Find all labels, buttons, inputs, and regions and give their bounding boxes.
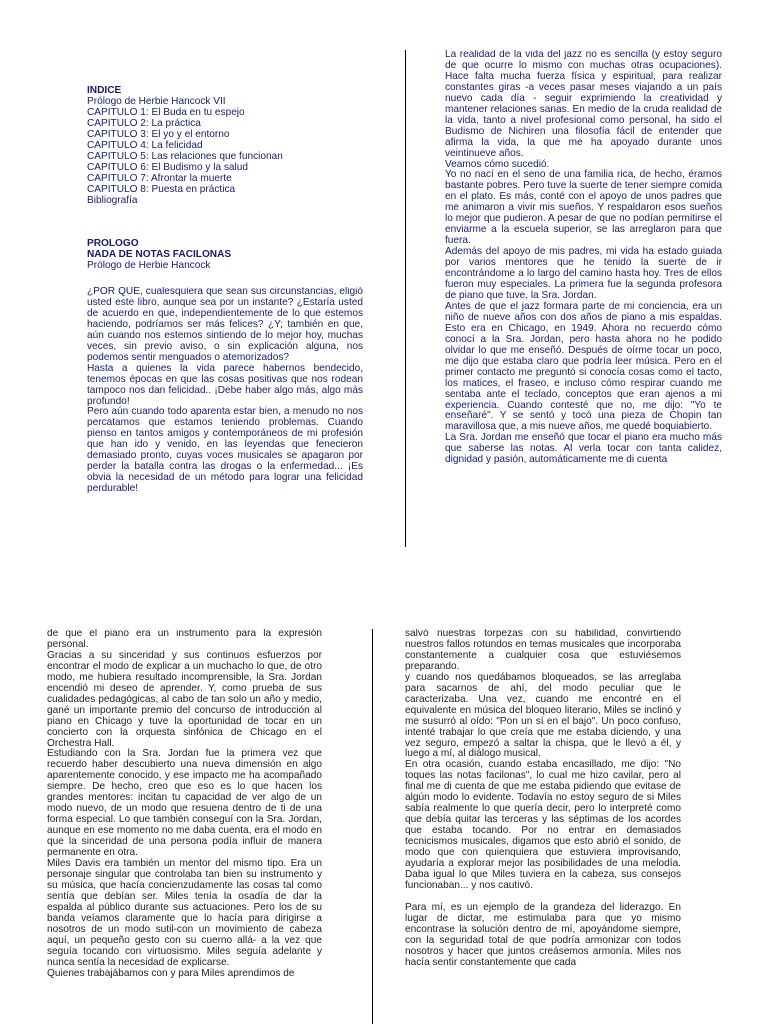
- toc-item: CAPITULO 4: La felicidad: [87, 139, 203, 151]
- paragraph: Además del apoyo de mis padres, mi vida ha estado guiada por varios mentores que he tenido la suerte de ir encontrándome a lo largo del camino hasta hoy. Tres de ellos fueron muy especiales. La primera fue la segunda profesora de piano que tuve, la Sra. Jordan.: [445, 246, 722, 301]
- page2-left-column: [47, 629, 322, 980]
- paragraph: Veamos cómo sucedió.: [445, 158, 550, 170]
- paragraph: La Sra. Jordan me enseñó que tocar el piano era mucho más que saberse las notas. Al verla tocar con tanta calidez, dignidad y pasión, automáticamente me di cuenta: [445, 432, 722, 466]
- column-divider: [372, 629, 373, 1024]
- prologue-heading: PROLOGO: [87, 238, 139, 250]
- page2-right-column: [405, 629, 681, 969]
- paragraph: Miles Davis era también un mentor del mismo tipo. Era un personaje singular que controlaba tan bien su instrumento y su música, que hacía concienzudamente las cosas tal como sentía que debían ser. Miles tenía la osadía de dar la espalda al público durante sus actuaciones. Pero los de su banda veíamos claramente que lo hacía para dirigirse a nosotros de un modo sutil-con un movimiento de cabeza aquí, un pequeño gesto con su cuerno allá- a la vez que seguía tocando con virtuosismo. Miles seguía adelante y nunca sentía la necesidad de explicarse.: [47, 858, 322, 968]
- toc-item: Bibliografía: [87, 194, 138, 206]
- paragraph: de que el piano era un instrumento para la expresión personal.: [47, 629, 322, 650]
- paragraph: Pero aún cuando todo aparenta estar bien, a menudo no nos percatamos que estamos teniendo problemas. Cuando pienso en tantos amigos y contemporáneos de mi profesión que han ido y venido, en las leyendas que fenecieron demasiado pronto, cuyas voces musicales se apagaron por perder la batalla contra las drogas o la enfermedad... ¡Es obvia la necesidad de un método para lograr una felicidad perdurable!: [87, 406, 363, 495]
- paragraph: Estudiando con la Sra. Jordan fue la primera vez que recuerdo haber descubierto una nueva dimensión en algo aparentemente conocido, y ese impacto me ha acompañado siempre. De hecho, creo que eso es lo que hacen los grandes mentores: incitan tu capacidad de ver algo de un modo nuevo, de un modo que resuena dentro de ti de una forma especial. Lo que también conseguí con la Sra. Jordan, aunque en ese momento no me daba cuenta, era el modo en que la sinceridad de una persona podía influir de manera permanente en otra.: [47, 748, 322, 859]
- paragraph: Yo no nací en el seno de una familia rica, de hecho, éramos bastante pobres. Pero tuve la suerte de tener siempre comida en el plato. Es más, conté con el apoyo de unos padres que me animaron a vivir mis sueños. Y respaldaron esos sueños lo mejor que pudieron. A pesar de que no podían permitirse el enviarme a la escuela superior, se las arreglaron para que fuera.: [445, 169, 722, 247]
- toc-item: CAPITULO 7: Afrontar la muerte: [87, 172, 232, 184]
- toc-item: CAPITULO 6: El Budismo y la salud: [87, 161, 249, 173]
- prologue-title: NADA DE NOTAS FACILONAS: [87, 249, 232, 261]
- page1-left-column: [87, 287, 363, 495]
- column-divider: [405, 50, 406, 547]
- table-of-contents: [87, 86, 387, 272]
- index-heading: INDICE: [87, 86, 122, 96]
- paragraph: La realidad de la vida del jazz no es sencilla (y estoy seguro de que ocurre lo mismo con muchas otras ocupaciones). Hace falta mucha fuerza física y espiritual, para realizar constantes giras -a veces pasar meses viajando a un país nuevo cada día - seguir exprimiendo la creatividad y mantener relaciones sanas. En medio de la cruda realidad de la vida, tanto a nivel profesional como personal, ha sido el Budismo de Nichiren una filosofía fácil de entender que afirma la vida, la que me ha apoyado durante unos veintinueve años.: [445, 50, 722, 159]
- paragraph: salvó nuestras torpezas con su habilidad, convirtiendo nuestros fallos rotundos en temas musicales que incorporaba constantemente a cualquier cosa que estuviésemos preparando.: [405, 629, 681, 672]
- toc-item: CAPITULO 3: El yo y el entorno: [87, 128, 230, 140]
- toc-item: CAPITULO 8: Puesta en práctica: [87, 183, 236, 195]
- toc-item: Prólogo de Herbie Hancock VII: [87, 95, 226, 107]
- paragraph: Quienes trabajábamos con y para Miles aprendimos de: [47, 967, 295, 979]
- paragraph: Hasta a quienes la vida parece habernos bendecido, tenemos épocas en que las cosas positivas que nos rodean tampoco nos dan felicidad.. ¡Debe haber algo más, algo más profundo!: [87, 362, 363, 407]
- page1-right-column: [445, 50, 722, 466]
- paragraph: En otra ocasión, cuando estaba encasillado, me dijo: "No toques las notas facilonas", lo cual me hizo cavilar, pero al final me di cuenta de que me estaba pidiendo que evitase de algún modo lo evidente. Todavía no estoy seguro de si Miles sabía realmente lo que quería decir, pero lo interpreté como que debía quitar las terceras y las séptimas de los acordes que estaba tocando. Por no entrar en demasiados tecnicismos musicales, digamos que esto abrió el sonido, de modo que con quienquiera que estuviera improvisando, ayudaría a explorar mejor las posibilidades de una melodía. Daba igual lo que Miles tuviera en la cabeza, sus consejos funcionaban... y nos cautivó.: [405, 759, 681, 891]
- toc-item: CAPITULO 2: La práctica: [87, 117, 201, 129]
- paragraph: Gracias a su sinceridad y sus continuos esfuerzos por encontrar el modo de explicar a un muchacho lo que, de otro modo, me hubiera resultado incomprensible, la Sra. Jordan encendió mi deseo de aprender. Y, como prueba de sus cualidades pedagógicas, al cabo de tan solo un año y medio, gané un importante premio del concurso de introducción al piano en Chicago y tuve la oportunidad de tocar en un concierto con la orquesta sinfónica de Chicago en el Orchestra Hall.: [47, 649, 322, 749]
- paragraph: ¿POR QUÉ, cualesquiera que sean sus circunstancias, eligió usted este libro, aunque sea por un instante? ¿Estaría usted de acuerdo en que, independientemente de lo que estemos haciendo, podríamos ser más felices? ¿Y; también en que, aún cuando nos estemos sintiendo de lo mejor hoy, muchas veces, sin previo aviso, o sin explicación alguna, nos podemos sentir menguados o atemorizados?: [87, 287, 363, 363]
- toc-item: CAPITULO 5: Las relaciones que funcionan: [87, 150, 283, 162]
- toc-item: CAPITULO 1: El Buda en tu espejo: [87, 106, 245, 118]
- prologue-byline: Prólogo de Herbie Hancock: [87, 260, 211, 272]
- paragraph: Antes de que el jazz formara parte de mi conciencia, era un niño de nueve años con dos años de piano a mis espaldas. Esto era en Chicago, en 1949. Ahora no recuerdo cómo conocí a la Sra. Jordan, pero hasta ahora no he podido olvidar lo que me enseñó. Después de oírme tocar un poco, me dijo que estaba claro que podría leer música. Pero en el primer contacto me preguntó si conocía cosas como el tacto, los matices, el fraseo, e incluso cómo respirar cuando me sentaba ante el teclado, conceptos que eran ajenos a mi experiencia. Cuando contesté que no, me dijo: "Yo te enseñaré". Y se sentó y tocó una pieza de Chopin tan maravillosa que, a mis nueve años, me quedé boquiabierto.: [445, 300, 722, 433]
- paragraph: Para mí, es un ejemplo de la grandeza del liderazgo. En lugar de dictar, me estimulaba para que yo mismo encontrase la solución dentro de mí, apoyándome siempre, con la seguridad total de que podría armonizar con todos nosotros y hacer que juntos creásemos armonía. Miles nos hacía sentir constantemente que cada: [405, 901, 681, 968]
- paragraph: y cuando nos quedábamos bloqueados, se las arreglaba para sacarnos de ahí, del modo peculiar que le caracterizaba. Una vez, cuando me encontré en el equivalente en música del bloqueo literario, Miles se inclinó y me susurró al oído: "Pon un sí en el bajo". Un poco confuso, intenté trabajar lo que creía que me estaba diciendo, y una vez seguro, empezó a saltar la chispa, que le llevó a él, y luego a mí, al diálogo musical.: [405, 671, 681, 760]
